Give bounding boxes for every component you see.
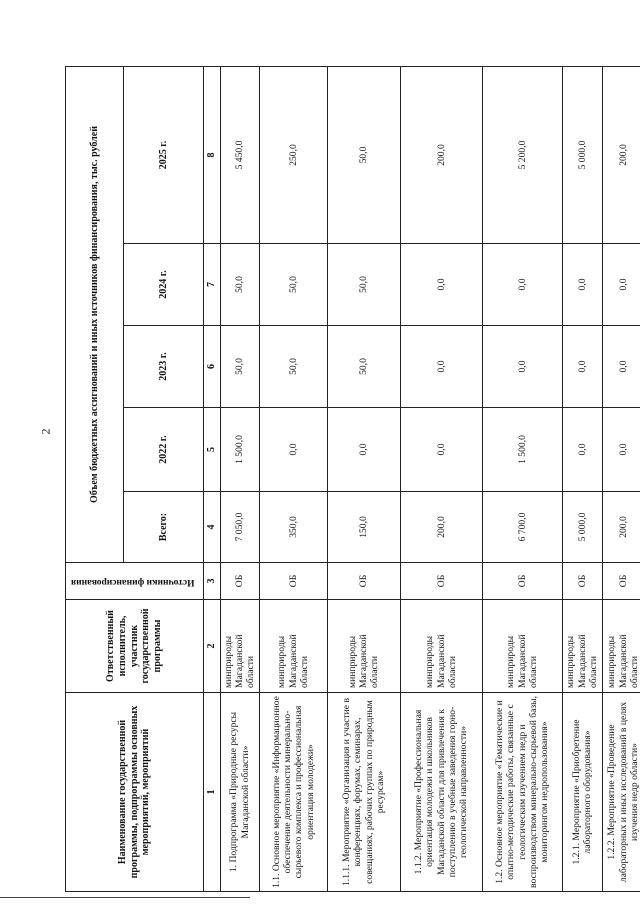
row-responsible: минприроды Магаданской области [220,600,259,693]
row-2024: 50,0 [220,244,259,326]
row-2022: 0,0 [327,408,400,492]
row-2023: 0,0 [400,326,482,408]
header-total: Всего: [124,492,204,563]
row-name: 1.2. Основное мероприятие «Тематические и опытно-методические работы, связанные с геологическим изучением недр и воспроизводством минерально-сырьевой базы, мониторингом недропользования» [482,693,562,892]
row-2023: 50,0 [259,326,327,408]
header-name: Наименование государственной программы, подпрограммы основных мероприятий, мероприятий [66,693,204,892]
row-responsible: минприроды Магаданской области [327,600,400,693]
col-number-4: 4 [204,492,221,563]
row-2025: 5 000,0 [562,67,602,244]
table-rotated-wrapper [65,67,640,892]
row-name: 1. Подпрограмма «Природные ресурсы Магаданской области» [220,693,259,892]
header-2024: 2024 г. [124,244,204,326]
row-2025: 5 450,0 [220,67,259,244]
header-budget: Объем бюджетных ассигнований и иных источников финансирования, тыс. рублей [66,67,124,563]
row-2025: 5 200,0 [482,67,562,244]
row-name: 1.1.1. Мероприятие «Организация и участие в конференциях, форумах, семинарах, совещаниях, рабочих группах по природным ресурсам» [327,693,400,892]
row-responsible: минприроды Магаданской области [602,600,640,693]
row-responsible: минприроды Магаданской области [482,600,562,693]
row-2023: 50,0 [327,326,400,408]
row-total: 150,0 [327,492,400,563]
row-2024: 50,0 [259,244,327,326]
bottom-rule [0,897,250,898]
row-2023: 0,0 [602,326,640,408]
table-row [400,67,482,892]
table-row [562,67,602,892]
header-responsible: Ответственный исполнитель, участник государственной программы [66,600,204,693]
row-2025: 250,0 [259,67,327,244]
row-total: 7 050,0 [220,492,259,563]
table-row [327,67,400,892]
col-number-7: 7 [204,244,221,326]
row-2022: 0,0 [259,408,327,492]
table-landscape [65,67,640,892]
header-2023: 2023 г. [124,326,204,408]
col-number-3: 3 [204,563,221,600]
row-total: 200,0 [400,492,482,563]
row-source: ОБ [327,563,400,600]
row-2024: 50,0 [327,244,400,326]
row-source: ОБ [400,563,482,600]
row-2022: 1 500,0 [482,408,562,492]
row-2024: 0,0 [482,244,562,326]
row-source: ОБ [602,563,640,600]
row-responsible: минприроды Магаданской области [259,600,327,693]
row-2024: 0,0 [562,244,602,326]
row-name: 1.2.1. Мероприятие «Приобретение лабораторного оборудования» [562,693,602,892]
row-responsible: минприроды Магаданской области [400,600,482,693]
table-row [482,67,562,892]
row-2025: 200,0 [602,67,640,244]
row-total: 200,0 [602,492,640,563]
row-2022: 0,0 [602,408,640,492]
header-source-label: Источники финансирования [71,576,195,587]
table-row [259,67,327,892]
header-source [66,563,204,600]
row-2024: 0,0 [400,244,482,326]
row-2022: 0,0 [562,408,602,492]
row-2023: 50,0 [220,326,259,408]
col-number-2: 2 [204,600,221,693]
row-name: 1.2.2. Мероприятие «Проведение лабораторных и иных исследований в целях изучения недр области» [602,693,640,892]
row-source: ОБ [562,563,602,600]
row-source: ОБ [220,563,259,600]
row-total: 350,0 [259,492,327,563]
col-number-5: 5 [204,408,221,492]
col-number-1: 1 [204,693,221,892]
col-number-6: 6 [204,326,221,408]
row-name: 1.1. Основное мероприятие «Информационное обеспечение деятельности минерально-сырьевого комплекса и профессиональная ориентация молодежи» [259,693,327,892]
row-2023: 0,0 [562,326,602,408]
table-row [602,67,640,892]
row-2025: 50,0 [327,67,400,244]
row-source: ОБ [259,563,327,600]
row-2025: 200,0 [400,67,482,244]
budget-table [65,66,640,892]
row-2022: 0,0 [400,408,482,492]
header-2025: 2025 г. [124,67,204,244]
col-number-8: 8 [204,67,221,244]
page-number: 2 [38,428,53,435]
header-2022: 2022 г. [124,408,204,492]
row-name: 1.1.2. Мероприятие «Профессиональная ориентация молодежи и школьников Магаданской области для привлечения к поступлению в учебные заведения горно-геологической направленности» [400,693,482,892]
row-source: ОБ [482,563,562,600]
row-2024: 0,0 [602,244,640,326]
row-responsible: минприроды Магаданской области [562,600,602,693]
row-total: 5 000,0 [562,492,602,563]
row-2022: 1 500,0 [220,408,259,492]
table-row [220,67,259,892]
row-2023: 0,0 [482,326,562,408]
row-total: 6 700,0 [482,492,562,563]
